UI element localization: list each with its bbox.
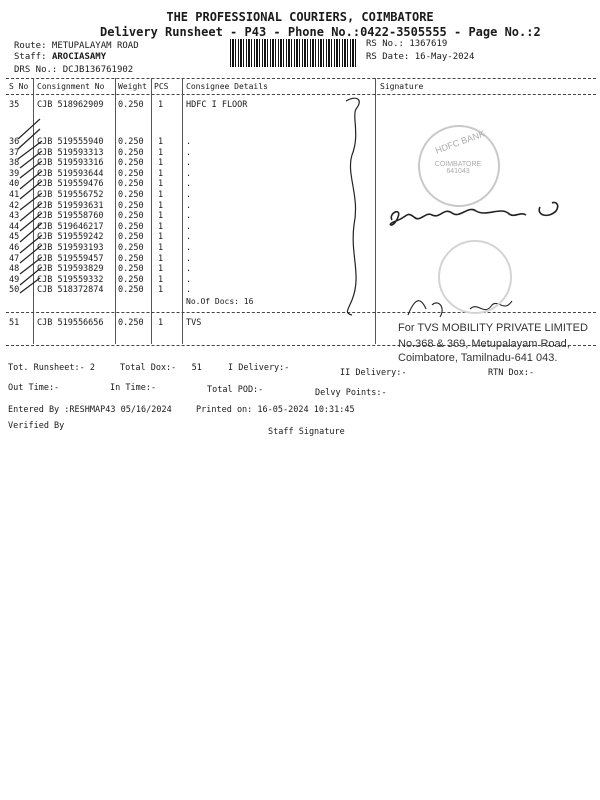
row-weight: 0.250 bbox=[118, 168, 144, 179]
in-time: In Time:- bbox=[110, 383, 157, 393]
col-header-sno: S No bbox=[9, 82, 29, 91]
last-row-pcs: 1 bbox=[158, 318, 164, 328]
row-consignment: CJB 519556752 bbox=[37, 190, 104, 200]
row-sno: 50 bbox=[9, 285, 20, 296]
row-sno: 40 bbox=[9, 179, 20, 190]
total-pod: Total POD:- bbox=[207, 385, 264, 395]
last-row-sno: 51 bbox=[9, 318, 20, 328]
row-consignee: . bbox=[186, 285, 192, 296]
total-dox: Total Dox:- 51 bbox=[120, 363, 202, 373]
tot-runsheet: Tot. Runsheet:- 2 bbox=[8, 363, 95, 373]
last-row-consignee: TVS bbox=[186, 318, 202, 328]
ii-delivery: II Delivery:- bbox=[340, 368, 407, 378]
route-label: Route: METUPALAYAM ROAD bbox=[14, 41, 139, 51]
row-pcs: 1 bbox=[158, 147, 164, 158]
row-pcs: 1 bbox=[158, 137, 164, 147]
col-header-weight: Weight bbox=[118, 82, 147, 91]
printed-on: Printed on: 16-05-2024 10:31:45 bbox=[196, 405, 355, 415]
verified-by: Verified By bbox=[8, 421, 65, 431]
last-row-consignment: CJB 519556656 bbox=[37, 318, 104, 328]
row-consignee: . bbox=[186, 274, 192, 285]
row-weight: 0.250 bbox=[118, 190, 144, 200]
staff-label: Staff: bbox=[14, 52, 47, 62]
row-weight: 0.250 bbox=[118, 253, 144, 264]
row-weight: 0.250 bbox=[118, 137, 144, 147]
row-weight: 0.250 bbox=[118, 158, 144, 169]
tvs-stamp-line2: No.368 & 369, Metupalayam Road, bbox=[398, 338, 570, 350]
row-pcs: 1 bbox=[158, 158, 164, 169]
row-sno: 45 bbox=[9, 232, 20, 243]
bracket-mark bbox=[346, 98, 359, 315]
tvs-stamp-line3: Coimbatore, Tamilnadu-641 043. bbox=[398, 352, 558, 364]
signature-scribble bbox=[390, 202, 557, 225]
entered-by: Entered By :RESHMAP43 05/16/2024 bbox=[8, 405, 172, 415]
staff-signature: Staff Signature bbox=[268, 427, 345, 437]
drs-number: DRS No.: DCJB136761902 bbox=[14, 65, 134, 75]
row-consignee: . bbox=[186, 147, 192, 158]
row-consignee: . bbox=[186, 137, 192, 147]
rtn-dox: RTN Dox:- bbox=[488, 368, 535, 378]
rs-number: RS No.: 1367619 bbox=[366, 39, 448, 49]
runsheet-title: Delivery Runsheet - P43 - Phone No.:0422-3505555 - Page No.:2 bbox=[100, 25, 541, 39]
row-sno: 48 bbox=[9, 264, 20, 275]
row-consignee: . bbox=[186, 200, 192, 211]
row-consignee: . bbox=[186, 179, 192, 190]
row-consignment: CJB 519646217 bbox=[37, 221, 104, 232]
row-consignment: CJB 518962909 bbox=[37, 100, 104, 110]
row-weight: 0.250 bbox=[118, 100, 144, 110]
row-consignee: . bbox=[186, 158, 192, 169]
staff-name: AROCIASAMY bbox=[51, 52, 107, 62]
row-consignee: . bbox=[186, 168, 192, 179]
last-row-weight: 0.250 bbox=[118, 318, 144, 328]
row-sno: 36 bbox=[9, 137, 20, 147]
row-pcs: 1 bbox=[158, 285, 164, 296]
barcode bbox=[230, 39, 358, 67]
col-header-pcs: PCS bbox=[154, 82, 169, 91]
row-sno: 37 bbox=[9, 147, 20, 158]
row-pcs: 1 bbox=[158, 211, 164, 222]
row-consignment: CJB 519593316 bbox=[37, 158, 104, 169]
i-delivery: I Delivery:- bbox=[228, 363, 290, 373]
row-consignee: . bbox=[186, 211, 192, 222]
row-weight: 0.250 bbox=[118, 200, 144, 211]
row-pcs: 1 bbox=[158, 179, 164, 190]
row-consignee: . bbox=[186, 264, 192, 275]
delvy-points: Delvy Points:- bbox=[315, 388, 387, 398]
handwriting-marks bbox=[0, 95, 600, 345]
row-weight: 0.250 bbox=[118, 221, 144, 232]
row-consignee: . bbox=[186, 232, 192, 243]
row-pcs: 1 bbox=[158, 253, 164, 264]
staff-line bbox=[14, 52, 106, 62]
row-consignment: CJB 518372874 bbox=[37, 285, 104, 296]
row-sno: 38 bbox=[9, 158, 20, 169]
row-pcs: 1 bbox=[158, 232, 164, 243]
row-consignment: CJB 519593644 bbox=[37, 168, 104, 179]
row-pcs: 1 bbox=[158, 221, 164, 232]
out-time: Out Time:- bbox=[8, 383, 60, 393]
tick-marks bbox=[18, 119, 42, 159]
row-consignment: CJB 519593313 bbox=[37, 147, 104, 158]
faded-stamp bbox=[438, 240, 512, 314]
row-sno: 43 bbox=[9, 211, 20, 222]
row-weight: 0.250 bbox=[118, 232, 144, 243]
no-of-docs: No.Of Docs: 16 bbox=[186, 297, 254, 306]
company-title: THE PROFESSIONAL COURIERS, COIMBATORE bbox=[166, 10, 434, 24]
hdfc-stamp bbox=[418, 125, 500, 207]
row-pcs: 1 bbox=[158, 274, 164, 285]
col-header-signature: Signature bbox=[380, 82, 424, 91]
row-consignee: HDFC I FLOOR bbox=[186, 100, 248, 110]
row-consignment: CJB 519558760 bbox=[37, 211, 104, 222]
row-pcs: 1 bbox=[158, 190, 164, 200]
row-consignment: CJB 519593631 bbox=[37, 200, 104, 211]
col-header-consignee: Consignee Details bbox=[186, 82, 268, 91]
row-sno: 44 bbox=[9, 221, 20, 232]
hdfc-stamp-code: COIMBATORE 641043 bbox=[434, 161, 482, 175]
row-consignee: . bbox=[186, 190, 192, 200]
row-consignment: CJB 519559242 bbox=[37, 232, 104, 243]
row-sno: 47 bbox=[9, 253, 20, 264]
row-consignment: CJB 519559476 bbox=[37, 179, 104, 190]
row-pcs: 1 bbox=[158, 168, 164, 179]
row-weight: 0.250 bbox=[118, 211, 144, 222]
row-consignment: CJB 519559332 bbox=[37, 274, 104, 285]
row-sno: 35 bbox=[9, 100, 20, 110]
row-consignee: . bbox=[186, 243, 192, 253]
row-consignment: CJB 519559457 bbox=[37, 253, 104, 264]
row-consignment: CJB 519593829 bbox=[37, 264, 104, 275]
row-sno: 46 bbox=[9, 243, 20, 253]
row-weight: 0.250 bbox=[118, 264, 144, 275]
row-pcs: 1 bbox=[158, 264, 164, 275]
hdfc-stamp-text: HDFC BANK bbox=[433, 128, 487, 156]
row-weight: 0.250 bbox=[118, 243, 144, 253]
row-consignment: CJB 519593193 bbox=[37, 243, 104, 253]
row-sno: 49 bbox=[9, 274, 20, 285]
row-pcs: 1 bbox=[158, 243, 164, 253]
rs-date: RS Date: 16-May-2024 bbox=[366, 52, 475, 62]
tvs-stamp-line1: For TVS MOBILITY PRIVATE LIMITED bbox=[398, 322, 588, 334]
row-weight: 0.250 bbox=[118, 147, 144, 158]
row-consignee: . bbox=[186, 221, 192, 232]
row-weight: 0.250 bbox=[118, 285, 144, 296]
row-pcs: 1 bbox=[158, 200, 164, 211]
col-header-consignment: Consignment No bbox=[37, 82, 105, 91]
row-sno: 42 bbox=[9, 200, 20, 211]
row-consignee: . bbox=[186, 253, 192, 264]
row-sno: 39 bbox=[9, 168, 20, 179]
row-pcs: 1 bbox=[158, 100, 164, 110]
row-weight: 0.250 bbox=[118, 274, 144, 285]
row-sno: 41 bbox=[9, 190, 20, 200]
divider bbox=[6, 78, 596, 79]
row-consignment: CJB 519555940 bbox=[37, 137, 104, 147]
row-weight: 0.250 bbox=[118, 179, 144, 190]
